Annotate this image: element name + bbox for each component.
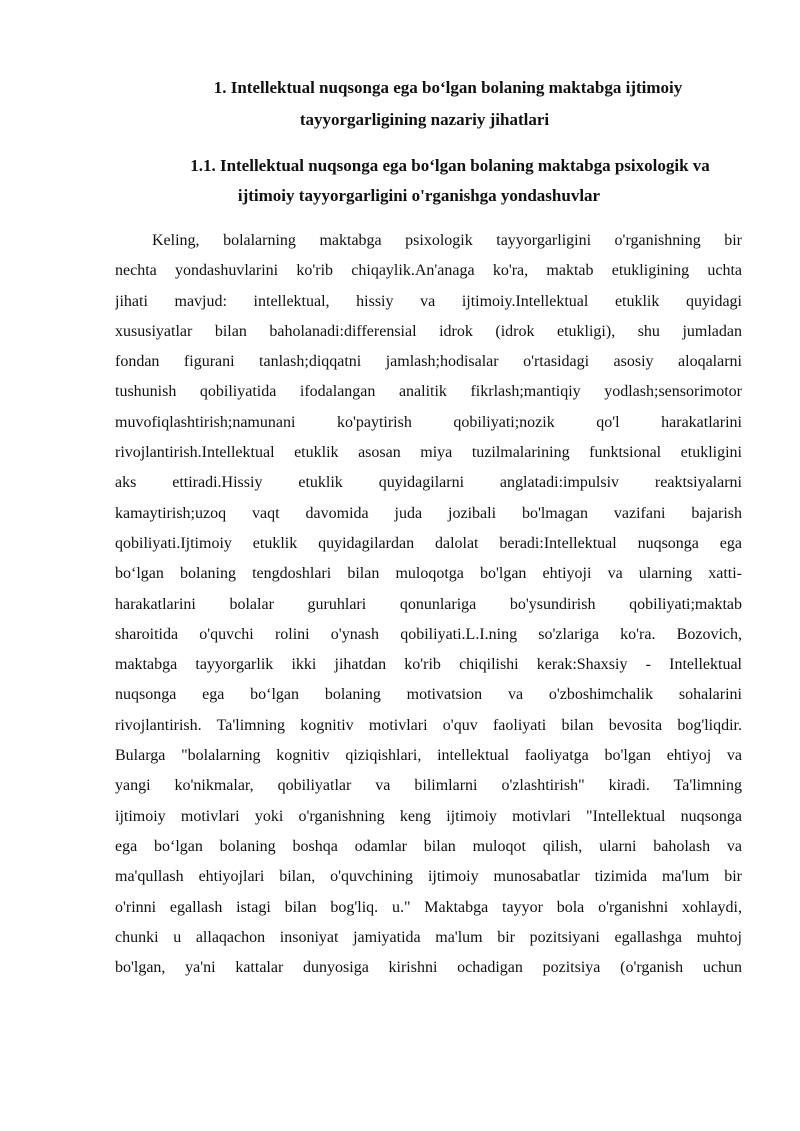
paragraph-line: maktabga tayyorgarlik ikki jihatdan ko'rib chiqilishi kerak:Shaxsiy - Intellektual <box>115 656 742 674</box>
body-paragraph <box>115 226 742 983</box>
paragraph-line: o'rinni egallash istagi bilan bog'liq. u." Maktabga tayyor bola o'rganishni xohlaydi, <box>115 898 742 916</box>
chapter-title-line-1: 1. Intellektual nuqsonga ega bo‘lgan bolaning maktabga ijtimoiy <box>213 78 683 97</box>
paragraph-line: xususiyatlar bilan baholanadi:differensial idrok (idrok etukligi), shu jumladan <box>115 322 742 340</box>
paragraph-line: sharoitida o'quvchi rolini o'ynash qobiliyati.L.I.ning so'zlariga ko'ra. Bozovich, <box>115 625 742 643</box>
paragraph-line: ijtimoiy motivlari yoki o'rganishning keng ijtimoiy motivlari "Intellektual nuqsonga <box>115 807 742 825</box>
paragraph-line: chunki u allaqachon insoniyat jamiyatida ma'lum bir pozitsiyani egallashga muhtoj <box>115 928 742 946</box>
paragraph-line: tushunish qobiliyatida ifodalangan analitik fikrlash;mantiqiy yodlash;sensorimotor <box>115 383 742 401</box>
paragraph-line: muvofiqlashtirish;namunani ko'paytirish qobiliyati;nozik qo'l harakatlarini <box>115 413 742 431</box>
paragraph-line: bo'lgan, ya'ni kattalar dunyosiga kirishni ochadigan pozitsiya (o'rganish uchun <box>115 959 742 977</box>
paragraph-line: nuqsonga ega bo‘lgan bolaning motivatsion va o'zboshimchalik sohalarini <box>115 686 742 704</box>
paragraph-line: ma'qullash ehtiyojlari bilan, o'quvchining ijtimoiy munosabatlar tizimida ma'lum bir <box>115 868 742 886</box>
chapter-title-line-2: tayyorgarligining nazariy jihatlari <box>299 110 550 129</box>
section-title-line-2: ijtimoiy tayyorgarligini o'rganishga yondashuvlar <box>237 186 601 205</box>
paragraph-line: qobiliyati.Ijtimoiy etuklik quyidagilardan dalolat beradi:Intellektual nuqsonga ega <box>115 534 742 552</box>
paragraph-line: ega bo‘lgan bolaning boshqa odamlar bilan muloqot qilish, ularni baholash va <box>115 837 742 855</box>
paragraph-line: aks ettiradi.Hissiy etuklik quyidagilarni anglatadi:impulsiv reaktsiyalarni <box>115 474 742 492</box>
paragraph-line: kamaytirish;uzoq vaqt davomida juda jozibali bo'lmagan vazifani bajarish <box>115 504 742 522</box>
paragraph-line: rivojlantirish. Ta'limning kognitiv motivlari o'quv faoliyati bilan bevosita bog'liqdir. <box>115 716 742 734</box>
paragraph-line: nechta yondashuvlarini ko'rib chiqaylik.An'anaga ko'ra, maktab etukligining uchta <box>115 262 742 280</box>
paragraph-line: rivojlantirish.Intellektual etuklik asosan miya tuzilmalarining funktsional etukligini <box>115 444 742 462</box>
section-title-line-1: 1.1. Intellektual nuqsonga ega bo‘lgan bolaning maktabga psixologik va <box>190 156 710 175</box>
paragraph-line: jihati mavjud: intellektual, hissiy va ijtimoiy.Intellektual etuklik quyidagi <box>115 292 742 310</box>
paragraph-line: fondan figurani tanlash;diqqatni jamlash;hodisalar o'rtasidagi asosiy aloqalarni <box>115 353 742 371</box>
paragraph-line: Bularga "bolalarning kognitiv qiziqishlari, intellektual faoliyatga bo'lgan ehtiyoj va <box>115 747 742 765</box>
paragraph-line: harakatlarini bolalar guruhlari qonunlariga bo'ysundirish qobiliyati;maktab <box>115 595 742 613</box>
paragraph-line: yangi ko'nikmalar, qobiliyatlar va bilimlarni o'zlashtirish" kiradi. Ta'limning <box>115 777 742 795</box>
paragraph-line: bo‘lgan bolaning tengdoshlari bilan muloqotga bo'lgan ehtiyoji va ularning xatti- <box>115 565 742 583</box>
paragraph-line: Keling, bolalarning maktabga psixologik tayyorgarligini o'rganishning bir <box>152 232 742 249</box>
